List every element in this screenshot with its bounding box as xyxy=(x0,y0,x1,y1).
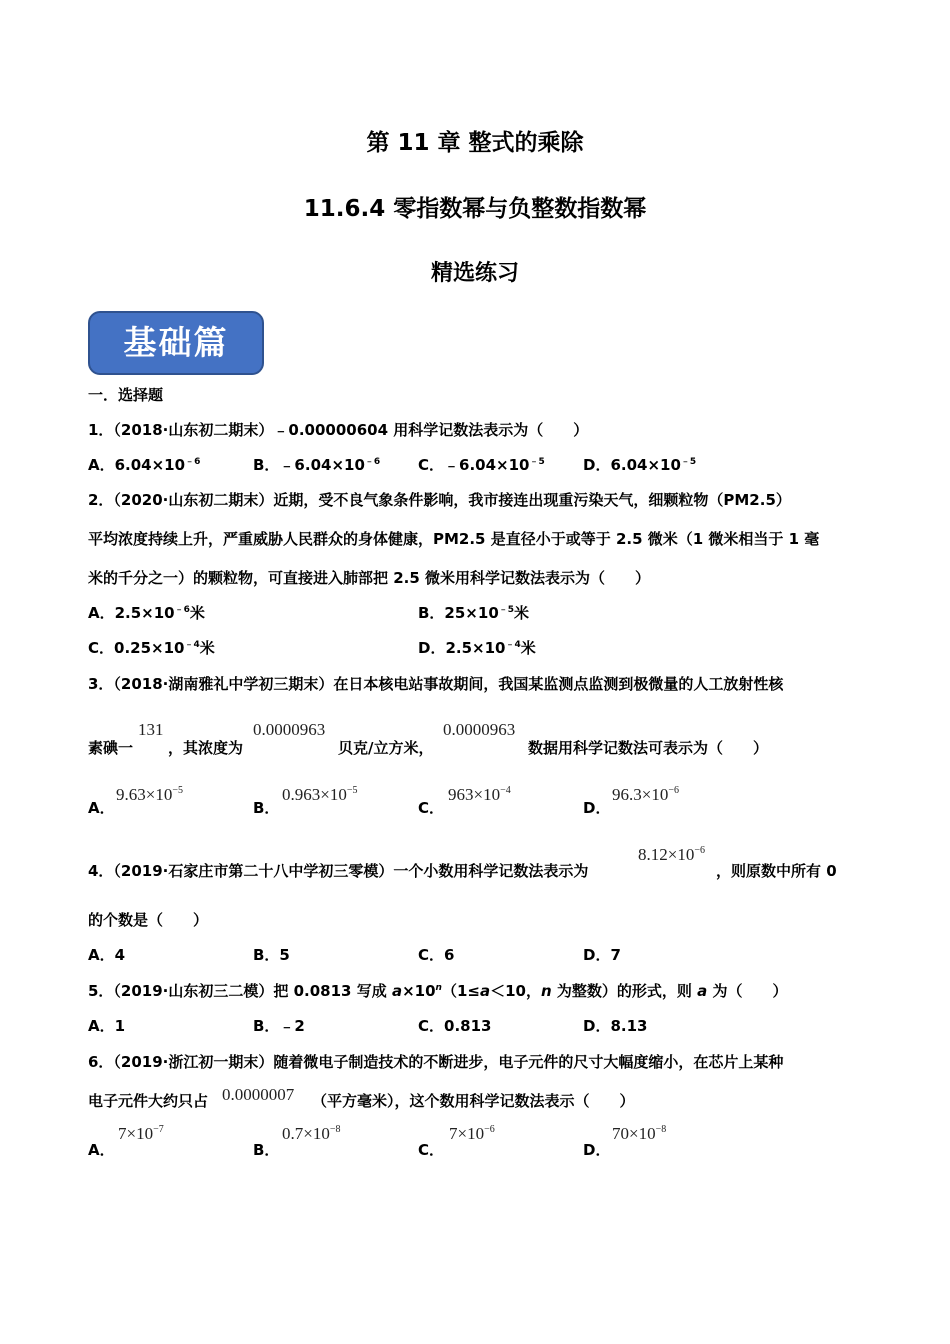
q4-option-d: D．7 xyxy=(583,946,621,964)
question-5-text: 5．（2019·山东初三二模）把 0.0813 写成 $a\times 10^n(1\le a<10$，n 为整数）的形式，则 a 为（ ） xyxy=(88,982,788,1000)
question-6-line-2b: （平方毫米），这个数用科学记数法表示（ ） xyxy=(312,1092,635,1110)
section-title: 11.6.4 零指数幂与负整数指数幂 xyxy=(303,196,647,222)
q6-option-a-math: $7\times 10^{-7}$ xyxy=(118,1124,164,1143)
q4-option-a: A．4 xyxy=(88,946,126,964)
question-6-line-1: 6．（2019·浙江初一期末）随着微电子制造技术的不断进步，电子元件的尺寸大幅度缩小，在芯片上某种 xyxy=(88,1053,784,1071)
badge-label: 基础篇 xyxy=(123,323,229,362)
question-3-line-1: 3．（2018·湖南雅礼中学初三期末）在日本核电站事故期间，我国某监测点监测到极微量的人工放射性核 xyxy=(88,675,784,693)
q6-math-area: 0.0000007 xyxy=(222,1085,295,1104)
q5-option-d: D．8.13 xyxy=(583,1017,648,1035)
q5-option-a: A．1 xyxy=(88,1017,126,1035)
page-subtitle: 精选练习 xyxy=(430,261,519,286)
q6-option-c-math: $7\times 10^{-6}$ xyxy=(449,1124,495,1143)
q3-math-concentration: 0.0000963 xyxy=(253,720,326,739)
q6-option-d-math: $70\times 10^{-8}$ xyxy=(612,1124,667,1143)
q4-math-value: $8.12\times 10^{-6}$ xyxy=(638,845,705,864)
q3-option-b-math: $0.963\times 10^{-5}$ xyxy=(282,785,358,804)
q3-math-131: 131 xyxy=(138,720,164,739)
question-4-line-1b: ，则原数中所有 0 xyxy=(716,862,837,880)
q4-option-b: B．5 xyxy=(253,946,290,964)
q6-option-d-label: D． xyxy=(583,1141,611,1159)
question-3-line-2c: 贝克/立方米， xyxy=(338,739,434,757)
question-4-line-1a: 4．（2019·石家庄市第二十八中学初三零模）一个小数用科学记数法表示为 xyxy=(88,862,589,880)
q3-math-number: 0.0000963 xyxy=(443,720,516,739)
question-3-line-2b: ，其浓度为 xyxy=(168,739,244,757)
question-1-text: 1．（2018·山东初二期末）﹣0.00000604 用科学记数法表示为（ ） xyxy=(88,421,589,439)
q3-option-c-label: C． xyxy=(418,799,445,817)
q6-option-b-math: $0.7\times 10^{-8}$ xyxy=(282,1124,341,1143)
q1-option-c: C．$﹣6.04\times 10^{﹣5}$ xyxy=(418,456,545,474)
q2-option-c: C．$0.25\times 10^{﹣4}$米 xyxy=(88,639,215,657)
question-4-line-2: 的个数是（ ） xyxy=(88,911,209,929)
q1-option-d: D．$6.04\times 10^{﹣5}$ xyxy=(583,456,697,474)
q3-option-b-label: B． xyxy=(253,799,280,817)
part-heading: 一．选择题 xyxy=(88,386,164,404)
question-3-line-2a: 素碘一 xyxy=(88,739,134,757)
question-2-line-3: 米的千分之一）的颗粒物，可直接进入肺部把 2.5 微米用科学记数法表示为（ ） xyxy=(88,569,651,587)
question-6-line-2a: 电子元件大约只占 xyxy=(88,1092,209,1110)
q2-option-b: B．$25\times 10^{﹣5}$米 xyxy=(418,604,530,622)
q4-option-c: C．6 xyxy=(418,946,455,964)
question-2-line-1: 2．（2020·山东初二期末）近期，受不良气象条件影响，我市接连出现重污染天气，细颗粒物（PM2.5） xyxy=(88,491,791,509)
q1-option-b: B．$﹣6.04\times 10^{﹣6}$ xyxy=(253,456,381,474)
q3-option-a-label: A． xyxy=(88,799,115,817)
q6-option-c-label: C． xyxy=(418,1141,445,1159)
q6-option-a-label: A． xyxy=(88,1141,115,1159)
q5-option-b: B．﹣2 xyxy=(253,1017,305,1035)
question-3-line-2d: 数据用科学记数法可表示为（ ） xyxy=(528,739,769,757)
q3-option-d-math: $96.3\times 10^{-6}$ xyxy=(612,785,679,804)
section-badge xyxy=(88,311,264,375)
q2-option-a: A．$2.5\times 10^{﹣6}$米 xyxy=(88,604,205,622)
q3-option-a-math: $9.63\times 10^{-5}$ xyxy=(116,785,183,804)
q3-option-d-label: D． xyxy=(583,799,611,817)
q1-option-a: A．$6.04\times 10^{﹣6}$ xyxy=(88,456,201,474)
question-2-line-2: 平均浓度持续上升，严重威胁人民群众的身体健康，PM2.5 是直径小于或等于 2.5 微米（1 微米相当于 1 毫 xyxy=(88,530,820,548)
q2-option-d: D．$2.5\times 10^{﹣4}$米 xyxy=(418,639,536,657)
chapter-title: 第 11 章 整式的乘除 xyxy=(366,130,584,156)
q3-option-c-math: $963\times 10^{-4}$ xyxy=(448,785,511,804)
q5-option-c: C．0.813 xyxy=(418,1017,492,1035)
q6-option-b-label: B． xyxy=(253,1141,280,1159)
